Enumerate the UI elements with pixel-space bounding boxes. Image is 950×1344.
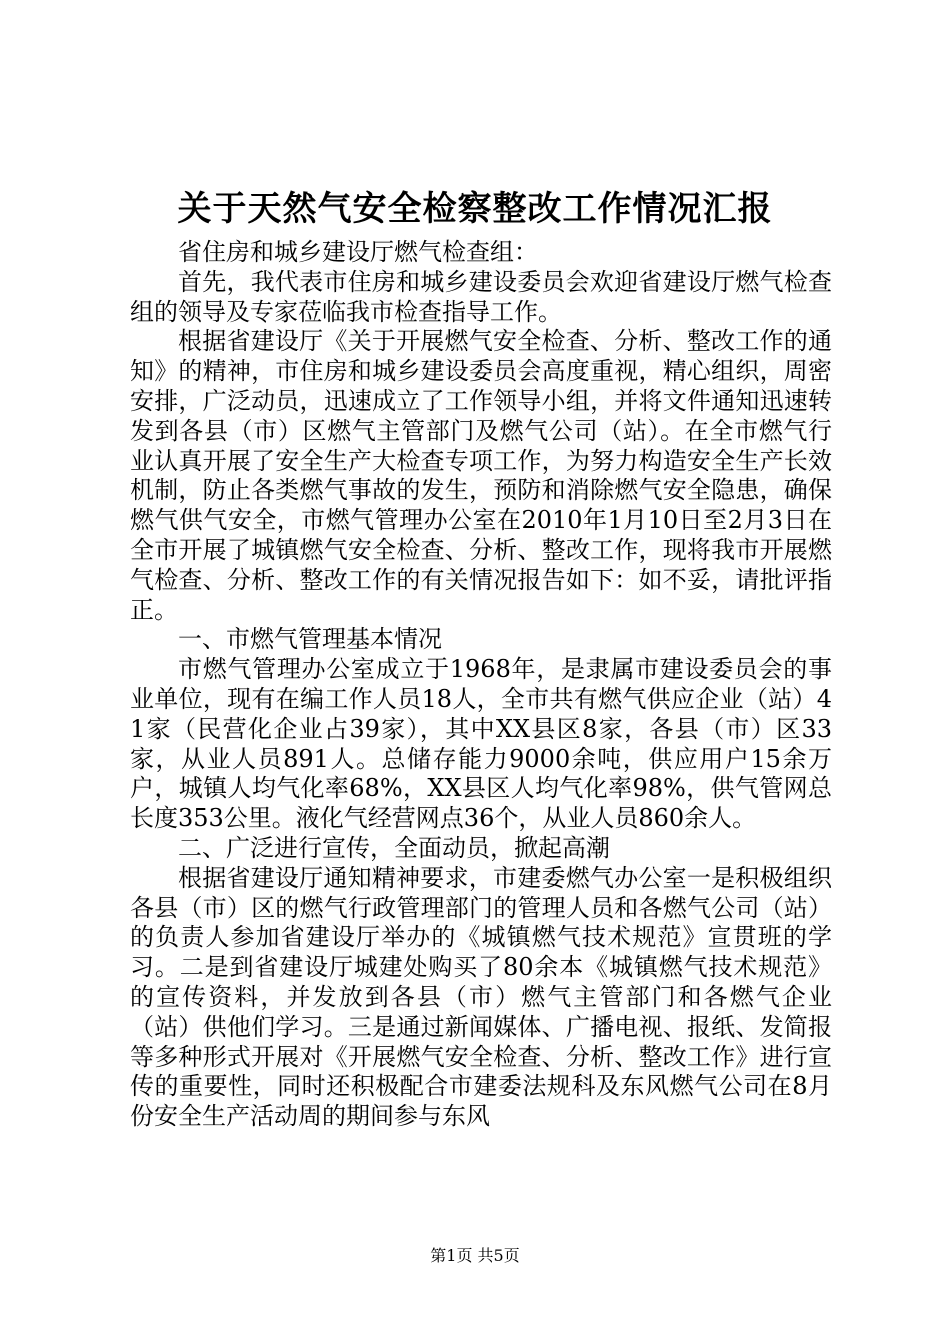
background-paragraph: 根据省建设厅《关于开展燃气安全检查、分析、整改工作的通知》的精神，市住房和城乡建设委员会高度重视，精心组织，周密安排，广泛动员，迅速成立了工作领导小组，并将文件通知迅速转发到各县（市）区燃气主管部门及燃气公司（站）。在全市燃气行业认真开展了安全生产大检查专项工作，为努力构造安全生产长效机制，防止各类燃气事故的发生，预防和消除燃气安全隐患，确保燃气供气安全，市燃气管理办公室在2010年1月10日至2月3日在全市开展了城镇燃气安全检查、分析、整改工作，现将我市开展燃气检查、分析、整改工作的有关情况报告如下：如不妥，请批评指正。 — [130, 327, 832, 624]
basic-info-paragraph: 市燃气管理办公室成立于1968年，是隶属市建设委员会的事业单位，现有在编工作人员18人，全市共有燃气供应企业（站）41家（民营化企业占39家），其中XX县区8家，各县（市）区33家，从业人员891人。总储存能力9000余吨，供应用户15余万户，城镇人均气化率68%，XX县区人均气化率98%，供气管网总长度353公里。液化气经营网点36个，从业人员860余人。 — [130, 655, 832, 833]
section-heading-2: 二、广泛进行宣传，全面动员，掀起高潮 — [178, 833, 610, 862]
salutation-paragraph: 省住房和城乡建设厅燃气检查组： — [178, 238, 538, 266]
section-heading-1: 一、市燃气管理基本情况 — [178, 625, 442, 654]
welcome-paragraph: 首先，我代表市住房和城乡建设委员会欢迎省建设厅燃气检查组的领导及专家莅临我市检查指导工作。 — [130, 267, 832, 326]
publicity-paragraph: 根据省建设厅通知精神要求，市建委燃气办公室一是积极组织各县（市）区的燃气行政管理部门的管理人员和各燃气公司（站）的负责人参加省建设厅举办的《城镇燃气技术规范》宣贯班的学习。二是到省建设厅城建处购买了80余本《城镇燃气技术规范》的宣传资料，并发放到各县（市）燃气主管部门和各燃气企业（站）供他们学习。三是通过新闻媒体、广播电视、报纸、发简报等多种形式开展对《开展燃气安全检查、分析、整改工作》进行宣传的重要性，同时还积极配合市建委法规科及东风燃气公司在8月份安全生产活动周的期间参与东风 — [130, 863, 832, 1131]
page-footer: 第1页 共5页 — [430, 1246, 520, 1265]
document-title: 关于天然气安全检察整改工作情况汇报 — [177, 189, 773, 229]
document-body — [130, 238, 832, 1132]
